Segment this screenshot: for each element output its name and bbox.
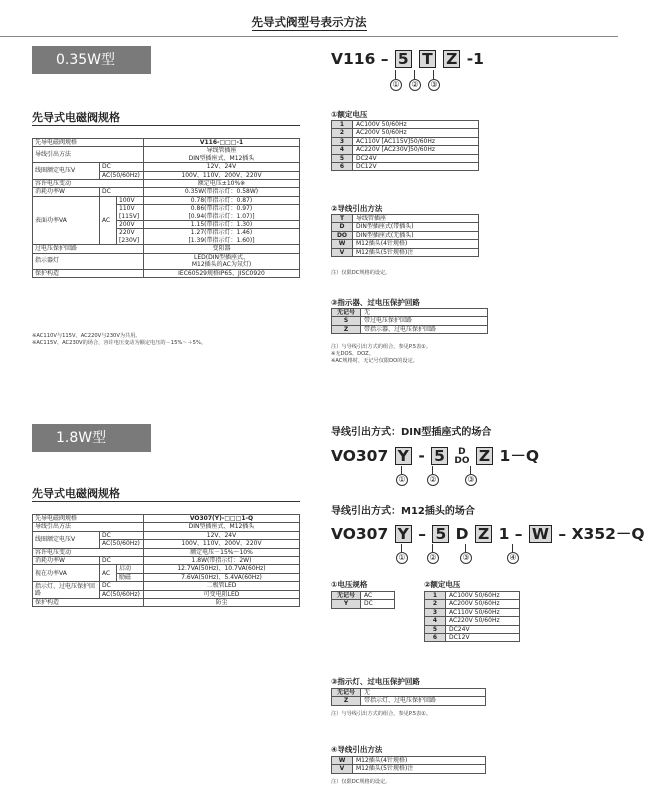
option-value: AC220V 50/60Hz	[446, 617, 520, 625]
option-value: 带指示灯、过电压保护回路	[361, 697, 486, 705]
option-code: S	[332, 317, 361, 325]
option-value: M12插头(4针规格)	[353, 240, 479, 248]
option-value: M12插头(5针规格)注	[353, 248, 479, 256]
spec-cell: LED(DIN型插座式、 M12插头的AC为氖灯)	[144, 253, 300, 269]
option-value: DIN型插座式(带插头)	[353, 223, 479, 231]
model-box: Z	[476, 447, 493, 465]
note-line: ※AC规格时，无记号仅限DO的设定。	[331, 358, 418, 364]
spec-cell: DC	[100, 163, 144, 171]
option-table-voltage-spec	[331, 591, 395, 609]
model-code-m12: VO307 Y – 5 D Z 1 – W – X352－Q	[331, 525, 645, 543]
spec-heading: 先导式电磁阀规格	[32, 487, 120, 500]
model-suffix: -1	[466, 50, 484, 68]
spec-cell: 变阻器	[144, 245, 300, 253]
option-title: ②导线引出方法	[331, 204, 383, 213]
option-code: 2	[332, 129, 353, 137]
model-suffix: X352－Q	[571, 525, 645, 543]
spec-cell: 线圈额定电压V	[33, 163, 100, 180]
model-box: T	[419, 50, 436, 68]
m12-caption: 导线引出方式：M12插头的场合	[331, 506, 475, 517]
spec-cell: 220V [230V]	[117, 229, 144, 245]
option-code: 4	[425, 617, 446, 625]
option-code: T	[332, 215, 353, 223]
option-value: M12插头(5针规格)注	[353, 765, 486, 773]
spec-cell: 指示灯、过电压保护回路	[33, 582, 100, 599]
model-prefix: VO307	[331, 447, 389, 465]
din-caption: 导线引出方式：DIN型插座式的场合	[331, 427, 492, 438]
spec-cell: 100V、110V、200V、220V	[144, 171, 300, 179]
option-code: V	[332, 248, 353, 256]
model-suffix: 1－Q	[499, 447, 540, 465]
spec-cell: AC	[100, 196, 117, 244]
option-value: DC24V	[446, 625, 520, 633]
marker-1: ①	[396, 552, 408, 564]
option-value: AC	[361, 592, 395, 600]
option-notes	[331, 344, 431, 365]
note-line: 注）与导线引出方式的组合，参见P.5表①。	[331, 344, 432, 350]
option-code: 无记号	[332, 592, 361, 600]
spec-cell: DC	[100, 582, 144, 590]
model-code-v116: V116 – 5 T Z -1	[331, 50, 484, 68]
marker-leader	[432, 544, 433, 552]
option-code: W	[332, 240, 353, 248]
spec-cell: 1.8W(带指示灯：2W)	[144, 557, 300, 565]
spec-cell: 0.35W(带指示灯：0.58W)	[144, 188, 300, 196]
marker-1: ①	[396, 474, 408, 486]
model-box: Y	[395, 525, 412, 543]
spec-cell: 导线管插座 DIN型插座式、M12插头	[144, 147, 300, 163]
spec-cell: DC	[100, 188, 144, 196]
spec-cell: 视在功率VA	[33, 565, 100, 582]
option-code: W	[332, 757, 353, 765]
option-value: 导线管插座	[353, 215, 479, 223]
spec-cell: AC(50/60Hz)	[100, 590, 144, 598]
option-code: DO	[332, 231, 353, 239]
spec-cell: 线圈额定电压V	[33, 531, 100, 548]
spec-cell: V116-□□□-1	[144, 139, 300, 147]
lead-code-d: D	[455, 525, 469, 543]
spec-cell: IEC60529规格IP65、JISC0920	[144, 269, 300, 277]
spec-cell: VO307(Y)-□□□1-Q	[144, 515, 300, 523]
option-title: ③指示器、过电压保护回路	[331, 298, 420, 307]
option-value: 无	[361, 309, 488, 317]
marker-leader	[432, 466, 433, 474]
option-title: ②额定电压	[424, 580, 461, 589]
marker-leader	[470, 466, 471, 474]
spec-cell: 100V、110V、200V、220V	[144, 540, 300, 548]
option-value: AC200V 50/60Hz	[353, 129, 479, 137]
option-value: DIN型插座式(无插头)	[353, 231, 479, 239]
option-table-indicator	[331, 308, 488, 334]
spec-cell: 指示器灯	[33, 253, 144, 269]
page-title: 先导式阀型号表示方法	[251, 15, 367, 29]
option-code: 6	[332, 163, 353, 171]
spec-cell: 容许电压变动	[33, 548, 144, 556]
option-code: 无记号	[332, 689, 361, 697]
spec-cell: 可变电阻LED	[144, 590, 300, 598]
option-value: AC220V [AC230V]50/60Hz	[353, 146, 479, 154]
note-line: ※无DOS、DOZ。	[331, 351, 374, 357]
spec-cell: 先导电磁阀规格	[33, 139, 144, 147]
option-code: 3	[425, 608, 446, 616]
marker-4: ④	[507, 552, 519, 564]
marker-3: ③	[460, 552, 472, 564]
note-line: ※AC110V与115V、AC220V与230V为共用。	[32, 333, 141, 339]
model-dash: -	[418, 447, 425, 465]
option-value: AC110V [AC115V]50/60Hz	[353, 137, 479, 145]
option-code: D	[332, 223, 353, 231]
spec-table-035w	[32, 138, 300, 278]
model-code-din	[331, 444, 539, 466]
spec-cell: 表面功率VA	[33, 196, 100, 244]
spec-cell: 额定电压±10%※	[144, 180, 300, 188]
option-code: 6	[425, 634, 446, 642]
heading-underline	[32, 501, 300, 502]
marker-2: ②	[427, 552, 439, 564]
lead-code-do: DO	[454, 455, 470, 466]
spec-cell: 启动	[117, 565, 144, 573]
spec-cell: 0.86(带指示灯：0.97) [0.94(带指示灯：1.07)]	[144, 205, 300, 221]
spec-cell: 1.27(带指示灯：1.46) [1.39(带指示灯：1.60)]	[144, 229, 300, 245]
option-value: 无	[361, 689, 486, 697]
spec-cell: AC(50/60Hz)	[100, 171, 144, 179]
spec-cell: 额定电压－15%～10%	[144, 548, 300, 556]
spec-cell: 消耗功率W	[33, 557, 100, 565]
option-code: V	[332, 765, 353, 773]
option-code: Y	[332, 600, 361, 608]
marker-leader	[414, 70, 415, 79]
option-value: 带指示器、过电压保护回路	[361, 325, 488, 333]
option-code: 1	[332, 121, 353, 129]
spec-cell: 12V、24V	[144, 163, 300, 171]
marker-leader	[401, 466, 402, 474]
option-table-rated-voltage	[424, 591, 520, 642]
option-code: 无记号	[332, 309, 361, 317]
option-value: DC24V	[353, 154, 479, 162]
option-note: 注）仅限DC规格的设定。	[331, 270, 391, 276]
spec-cell: 12.7VA(50Hz)、10.7VA(60Hz)	[144, 565, 300, 573]
spec-cell: 消耗功率W	[33, 188, 100, 196]
marker-3: ③	[428, 79, 440, 91]
option-value: 带过电压保护回路	[361, 317, 488, 325]
section-label-18w: 1.8W型	[32, 424, 151, 452]
note-line: ※AC115V、AC230V的场合，容许电压变动为额定电压的－15%～＋5%。	[32, 340, 207, 346]
option-note: 注）与导线引出方式的组合，参见P.5表①。	[331, 711, 432, 717]
section-label-035w: 0.35W型	[32, 46, 151, 74]
marker-3: ③	[465, 474, 477, 486]
option-value: DC12V	[353, 163, 479, 171]
spec-cell: 7.6VA(50Hz)、5.4VA(60Hz)	[144, 573, 300, 581]
option-value: DC12V	[446, 634, 520, 642]
option-table-indicator	[331, 688, 486, 706]
option-title: ④导线引出方法	[331, 745, 383, 754]
spec-cell: AC(50/60Hz)	[100, 540, 144, 548]
spec-cell: 容许电压变动	[33, 180, 144, 188]
spec-cell: 保护构造	[33, 599, 144, 607]
spec-cell: 励磁	[117, 573, 144, 581]
spec-cell: 过电压保护回路	[33, 245, 144, 253]
spec-cell: DIN型插座式、M12插头	[144, 523, 300, 531]
marker-2: ②	[427, 474, 439, 486]
spec-cell: DC	[100, 531, 144, 539]
option-code: Z	[332, 325, 361, 333]
spec-cell: AC	[100, 565, 117, 582]
marker-2: ②	[409, 79, 421, 91]
option-value: AC200V 50/60Hz	[446, 600, 520, 608]
marker-1: ①	[390, 79, 402, 91]
heading-underline	[32, 125, 300, 126]
option-title: ①电压规格	[331, 580, 368, 589]
marker-leader	[433, 70, 434, 79]
spec-cell: DC	[100, 557, 144, 565]
option-value: M12插头(4针规格)	[353, 757, 486, 765]
option-value: AC100V 50/60Hz	[353, 121, 479, 129]
option-table-lead	[331, 756, 486, 774]
option-code: 2	[425, 600, 446, 608]
option-code: Z	[332, 697, 361, 705]
option-code: 3	[332, 137, 353, 145]
model-box: Z	[443, 50, 460, 68]
spec-cell: 1.15(带指示灯：1.30)	[144, 221, 300, 229]
option-note: 注）仅限DC规格的设定。	[331, 779, 391, 785]
spec-heading: 先导式电磁阀规格	[32, 111, 120, 124]
title-divider	[0, 36, 618, 37]
spec-cell: 二极管LED	[144, 582, 300, 590]
spec-cell: 保护构造	[33, 269, 144, 277]
spec-cell: 110V [115V]	[117, 205, 144, 221]
model-prefix: V116	[331, 50, 376, 68]
spec-cell: 0.78(带指示灯：0.87)	[144, 196, 300, 204]
model-box: Y	[395, 447, 412, 465]
marker-leader	[395, 70, 396, 79]
spec-notes	[32, 333, 302, 347]
spec-cell: 先导电磁阀规格	[33, 515, 144, 523]
lead-code-d: D	[458, 446, 466, 457]
model-box: Z	[475, 525, 492, 543]
option-value: DC	[361, 600, 395, 608]
option-value: AC100V 50/60Hz	[446, 592, 520, 600]
model-box: 5	[432, 525, 449, 543]
option-table-lead	[331, 214, 479, 257]
option-table-voltage	[331, 120, 479, 171]
option-code: 5	[425, 625, 446, 633]
marker-leader	[465, 544, 466, 552]
option-code: 4	[332, 146, 353, 154]
spec-cell: 防尘	[144, 599, 300, 607]
option-title: ①额定电压	[331, 110, 368, 119]
spec-cell: 导线引出方法	[33, 147, 144, 163]
spec-table-18w	[32, 514, 300, 607]
spec-cell: 100V	[117, 196, 144, 204]
option-title: ③指示灯、过电压保护回路	[331, 677, 420, 686]
model-box: 5	[395, 50, 412, 68]
spec-cell: 200V	[117, 221, 144, 229]
marker-leader	[512, 544, 513, 552]
model-prefix: VO307	[331, 525, 389, 543]
marker-leader	[401, 544, 402, 552]
option-code: 1	[425, 592, 446, 600]
option-code: 5	[332, 154, 353, 162]
model-box: 5	[431, 447, 448, 465]
option-value: AC110V 50/60Hz	[446, 608, 520, 616]
spec-cell: 12V、24V	[144, 531, 300, 539]
spec-cell: 导线引出方法	[33, 523, 144, 531]
model-box: W	[529, 525, 552, 543]
